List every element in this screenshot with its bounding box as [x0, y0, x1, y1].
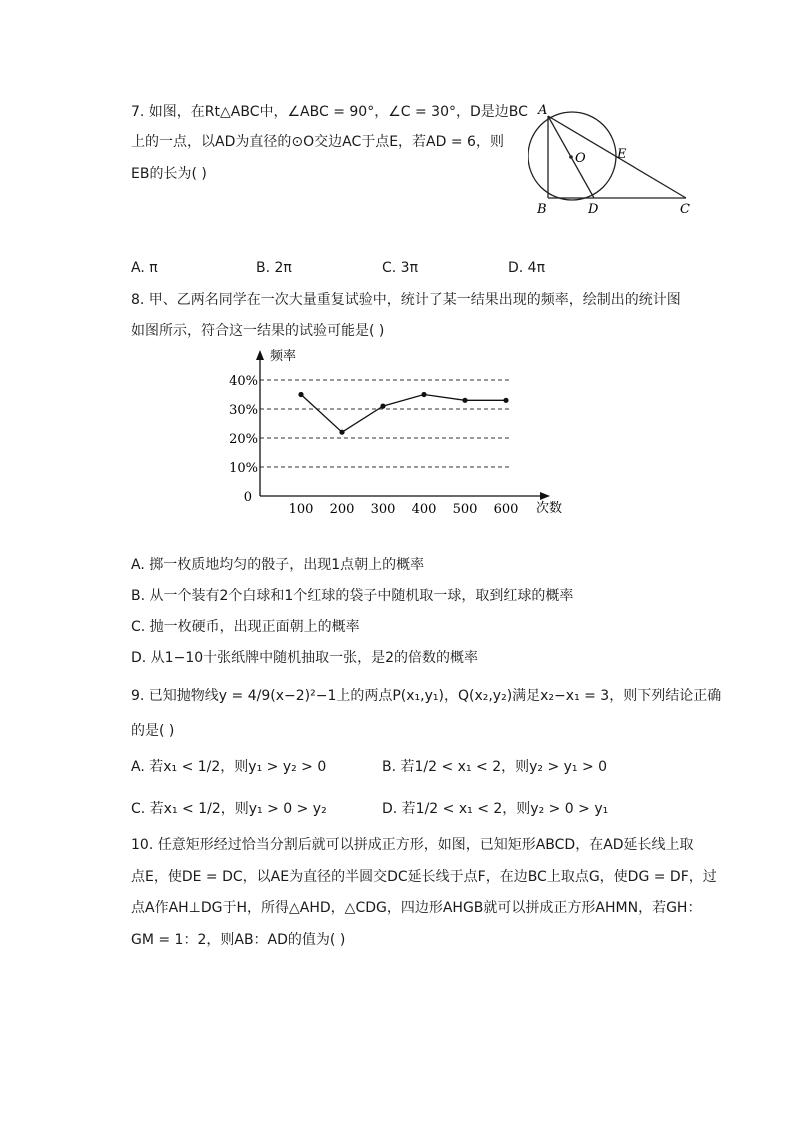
data-point	[421, 392, 426, 397]
q7-option-a[interactable]: A. π	[131, 260, 158, 276]
x-axis-label: 次数	[536, 501, 563, 516]
x-tick-label: 600	[493, 502, 519, 517]
data-point	[339, 430, 344, 435]
label-o: O	[575, 151, 586, 166]
label-a: A	[538, 103, 548, 118]
label-b: B	[537, 202, 547, 217]
label-c: C	[680, 202, 690, 217]
q9-option-d[interactable]: D. 若1/2 < x₁ < 2，则y₂ > 0 > y₁	[382, 801, 609, 817]
y-axis-arrow	[256, 350, 264, 360]
q8-option-d[interactable]: D. 从1−10十张纸牌中随机抽取一张，是2的倍数的概率	[131, 650, 479, 666]
q10-stem-line1: 10. 任意矩形经过恰当分割后就可以拼成正方形，如图，已知矩形ABCD，在AD延长线上取	[131, 837, 694, 853]
label-d: D	[588, 202, 599, 217]
x-tick-label: 100	[288, 502, 314, 517]
q7-stem-line1: 7. 如图，在Rt△ABC中，∠ABC = 90°，∠C = 30°，D是边BC	[131, 104, 528, 120]
q9-option-a[interactable]: A. 若x₁ < 1/2，则y₁ > y₂ > 0	[131, 759, 327, 775]
y-axis-label: 频率	[270, 349, 297, 364]
q10-stem-line4: GM = 1：2，则AB：AD的值为( )	[131, 932, 346, 948]
y-tick-label: 0	[243, 490, 252, 505]
x-tick-label: 500	[452, 502, 478, 517]
label-e: E	[617, 147, 627, 162]
y-tick-label: 30%	[229, 403, 258, 418]
data-point	[503, 398, 508, 403]
q7-stem-line2: 上的一点，以AD为直径的⊙O交边AC于点E，若AD = 6，则	[131, 134, 504, 150]
y-tick-label: 10%	[229, 461, 258, 476]
q8-option-c[interactable]: C. 抛一枚硬币，出现正面朝上的概率	[131, 619, 360, 635]
q8-stem-line2: 如图所示，符合这一结果的试验可能是( )	[131, 323, 385, 339]
x-axis-arrow	[540, 492, 550, 500]
q10-stem-line3: 点A作AH⊥DG于H，所得△AHD，△CDG，四边形AHGB就可以拼成正方形AHMN，若GH：	[131, 900, 702, 916]
q7-option-d[interactable]: D. 4π	[508, 260, 546, 276]
q7-stem-line3: EB的长为( )	[131, 166, 207, 182]
q10-stem-line2: 点E，使DE = DC，以AE为直径的半圆交DC延长线于点F，在边BC上取点G，使DG = DF，过	[131, 869, 717, 885]
frequency-line-chart	[220, 340, 580, 520]
q8-stem-line1: 8. 甲、乙两名同学在一次大量重复试验中，统计了某一结果出现的频率，绘制出的统计图	[131, 292, 681, 308]
q9-option-b[interactable]: B. 若1/2 < x₁ < 2，则y₂ > y₁ > 0	[382, 759, 608, 775]
y-tick-label: 20%	[229, 432, 258, 447]
y-tick-label: 40%	[229, 374, 258, 389]
data-point	[298, 392, 303, 397]
data-point	[380, 404, 385, 409]
series-line	[301, 395, 506, 433]
x-tick-label: 200	[329, 502, 355, 517]
q7-option-b[interactable]: B. 2π	[256, 260, 292, 276]
q7-option-c[interactable]: C. 3π	[382, 260, 419, 276]
q8-option-a[interactable]: A. 掷一枚质地均匀的骰子，出现1点朝上的概率	[131, 557, 425, 573]
x-tick-label: 400	[411, 502, 437, 517]
q9-option-c[interactable]: C. 若x₁ < 1/2，则y₁ > 0 > y₂	[131, 801, 327, 817]
center-point-o	[569, 155, 573, 159]
x-tick-label: 300	[370, 502, 396, 517]
q9-stem-line1: 9. 已知抛物线y = 4/9(x−2)²−1上的两点P(x₁,y₁)，Q(x₂,y₂)满足x₂−x₁ = 3，则下列结论正确	[131, 688, 722, 704]
data-point	[462, 398, 467, 403]
q9-stem-line2: 的是( )	[131, 723, 175, 739]
q7-geometry-figure	[528, 100, 698, 220]
q8-option-b[interactable]: B. 从一个装有2个白球和1个红球的袋子中随机取一球，取到红球的概率	[131, 588, 574, 604]
